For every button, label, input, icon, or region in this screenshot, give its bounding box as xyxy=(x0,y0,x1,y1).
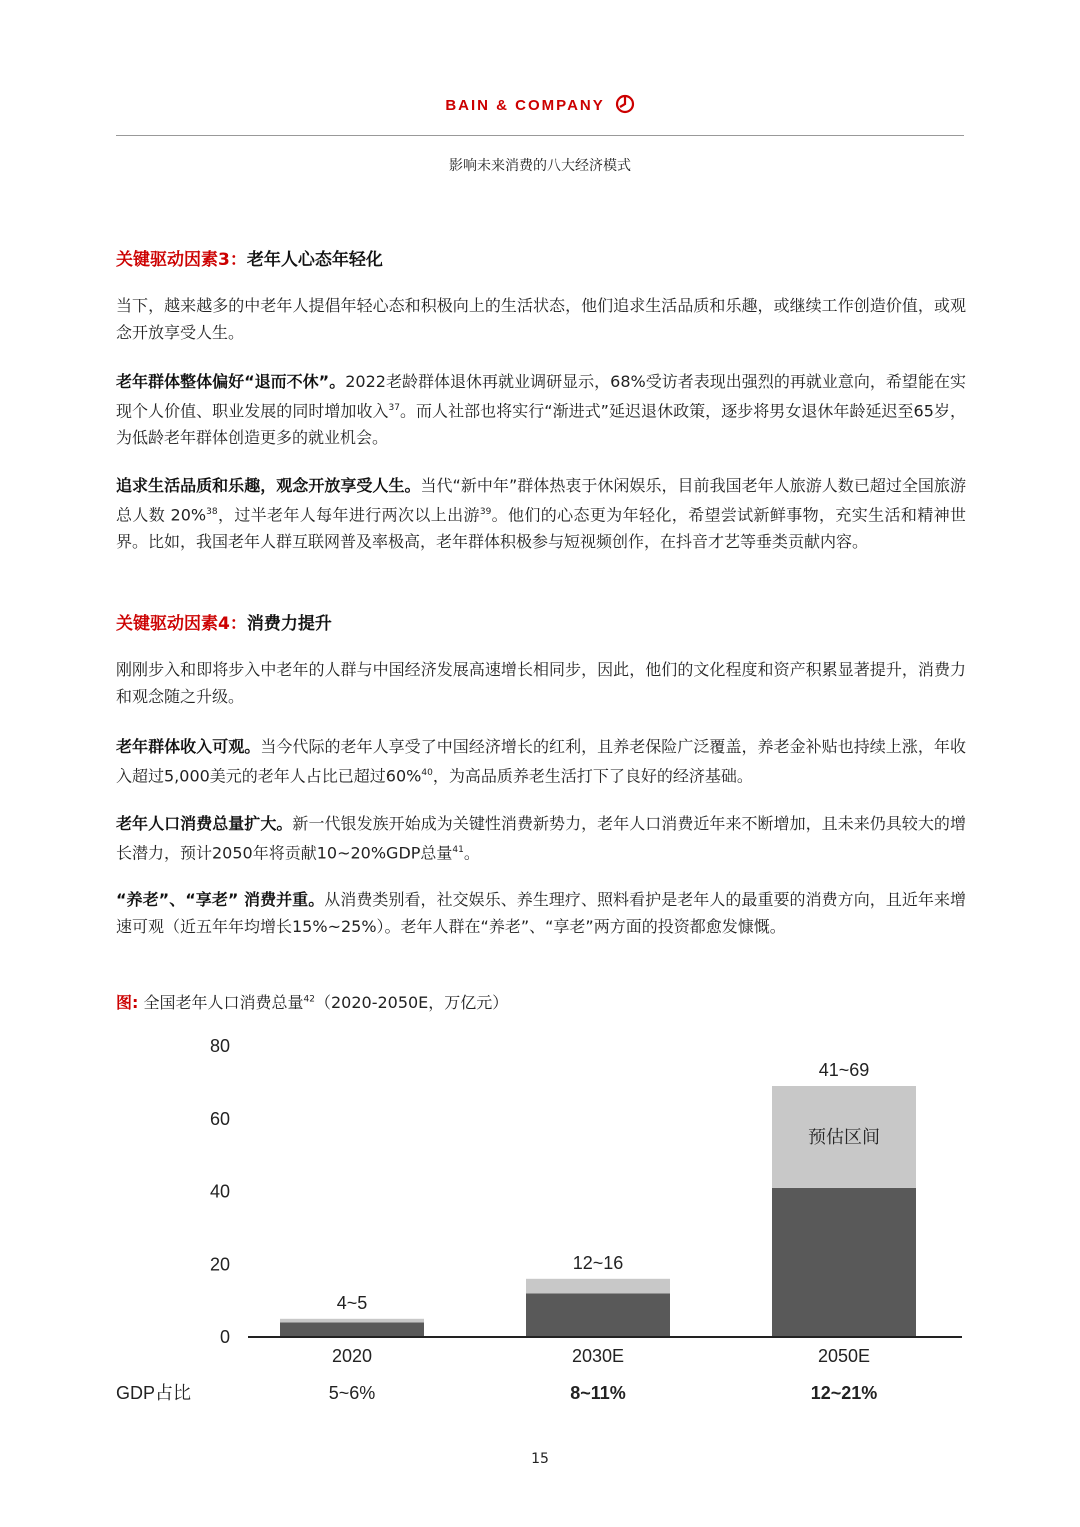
page-subtitle: 影响未来消费的八大经济模式 xyxy=(449,158,631,174)
figure-title-text: 全国老年人口消费总量 xyxy=(143,993,304,1012)
footnote-ref: 38 xyxy=(206,507,218,517)
data-label: 4~5 xyxy=(336,1292,368,1313)
section4-label: 关键驱动因素4： xyxy=(116,614,247,634)
section4-intro: 刚刚步入和即将步入中老年的人群与中国经济发展高速增长相同步，因此，他们的文化程度和资产积累显著提升，消费力和观念随之升级。 xyxy=(116,660,966,706)
section4-title: 消费力提升 xyxy=(246,614,332,634)
bar-segment-2050E-base xyxy=(772,1188,916,1337)
bar-segment-2020-base xyxy=(280,1322,424,1337)
y-tick-label: 80 xyxy=(209,1036,230,1056)
gdp-share-value: 12~21% xyxy=(810,1383,878,1403)
section3-title: 老年人心态年轻化 xyxy=(246,250,383,270)
gdp-share-label: GDP占比 xyxy=(116,1383,192,1403)
section4-paragraph-3 xyxy=(116,886,966,940)
x-tick-label: 2030E xyxy=(571,1346,625,1366)
footnote-ref: 41 xyxy=(452,845,464,855)
footnote-ref: 42 xyxy=(303,994,315,1005)
section3-p1-text-a: 2022老龄群体退休再就业调研显示，68%受访者表现出强烈的再就业意向，希望能在实现个人价值、职业发展的同时增加收入 xyxy=(116,372,966,421)
section3-p2-text-c: 。他们的心态更为年轻化，希望尝试新鲜事物，充实生活和精神世界。比如，我国老年人群互联网普及率极高，老年群体积极参与短视频创作，在抖音才艺等垂类贡献内容。 xyxy=(116,505,966,552)
figure-label: 图: xyxy=(116,993,139,1012)
section4-p3-lead: “养老”、“享老” 消费并重。 xyxy=(116,890,325,909)
brand-name: BAIN & COMPANY xyxy=(445,97,605,114)
range-annotation: 预估区间 xyxy=(808,1126,880,1147)
section4-paragraph-1 xyxy=(116,733,966,789)
y-tick-label: 0 xyxy=(219,1327,230,1347)
section3-p2-text-a: 当代“新中年”群体热衷于休闲娱乐，目前我国老年人旅游人数已超过全国旅游总人数 20% xyxy=(116,476,966,525)
section3-p2-lead: 追求生活品质和乐趣，观念开放享受人生。 xyxy=(116,476,421,495)
data-label: 12~16 xyxy=(572,1252,624,1273)
header-divider xyxy=(116,135,964,136)
x-tick-label: 2050E xyxy=(817,1346,871,1366)
section4-heading xyxy=(116,609,332,634)
figure-title-suffix: （2020-2050E，万亿元） xyxy=(314,993,509,1012)
section3-label: 关键驱动因素3： xyxy=(116,250,247,270)
gdp-share-value: 5~6% xyxy=(328,1383,376,1403)
bar-segment-2020-range xyxy=(280,1319,424,1323)
y-tick-label: 60 xyxy=(209,1108,230,1129)
gdp-share-value: 8~11% xyxy=(570,1383,626,1403)
consumption-bar-chart xyxy=(110,1030,970,1410)
bar-segment-2030E-base xyxy=(526,1293,670,1337)
section3-paragraph-1 xyxy=(116,368,966,451)
bar-segment-2030E-range xyxy=(526,1279,670,1294)
section3-p1-lead: 老年群体整体偏好“退而不休”。 xyxy=(116,372,346,391)
section3-p2-text-b: ，过半老年人每年进行两次以上出游 xyxy=(217,505,480,525)
section3-p1-text-b: 。而人社部也将实行“渐进式”延迟退休政策，逐步将男女退休年龄延迟至65岁，为低龄老年群体创造更多的就业机会。 xyxy=(116,401,966,448)
y-tick-label: 40 xyxy=(209,1181,230,1202)
section4-p2-lead: 老年人口消费总量扩大。 xyxy=(116,814,293,833)
data-label: 41~69 xyxy=(818,1060,870,1081)
footnote-ref: 37 xyxy=(388,403,400,413)
section4-paragraph-2 xyxy=(116,810,966,866)
brand-logo xyxy=(0,94,1080,118)
section4-p1-text-b: ，为高品质养老生活打下了良好的经济基础。 xyxy=(432,766,753,786)
section4-p1-lead: 老年群体收入可观。 xyxy=(116,737,261,756)
y-tick-label: 20 xyxy=(209,1254,230,1275)
section3-intro: 当下，越来越多的中老年人提倡年轻心态和积极向上的生活状态，他们追求生活品质和乐趣，或继续工作创造价值，或观念开放享受人生。 xyxy=(116,296,966,342)
section3-heading xyxy=(116,245,383,270)
bain-logo-icon xyxy=(615,94,635,118)
section3-paragraph-2 xyxy=(116,472,966,555)
section4-p2-text-b: 。 xyxy=(463,843,480,863)
x-tick-label: 2020 xyxy=(331,1346,373,1366)
footnote-ref: 39 xyxy=(479,507,492,517)
figure-title xyxy=(116,990,508,1013)
page-number: 15 xyxy=(531,1451,549,1467)
section4-p1-text-a: 当今代际的老年人享受了中国经济增长的红利，且养老保险广泛覆盖，养老金补贴也持续上涨，年收入超过5,000美元的老年人占比已超过60% xyxy=(116,737,966,786)
section4-p2-text-a: 新一代银发族开始成为关键性消费新势力，老年人口消费近年来不断增加，且未来仍具较大的增长潜力，预计2050年将贡献10~20%GDP总量 xyxy=(116,814,966,863)
section4-p3-text-a: 从消费类别看，社交娱乐、养生理疗、照料看护是老年人的最重要的消费方向，且近年来增速可观（近五年年均增长15%~25%）。老年人群在“养老”、“享老”两方面的投资都愈发慷慨。 xyxy=(116,890,966,936)
footnote-ref: 40 xyxy=(421,768,433,778)
